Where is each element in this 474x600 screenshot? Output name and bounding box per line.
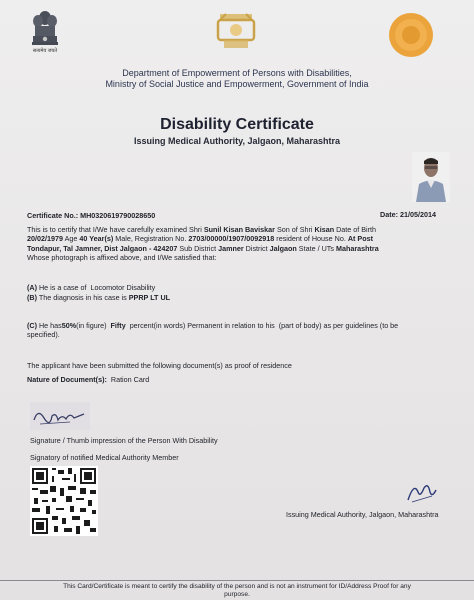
item-a-label: (A) [27,283,37,292]
date-of-birth: 20/02/1979 [27,234,63,244]
paragraph-line-2 [27,234,457,243]
text: percent(in words) Permanent in relation to his [129,321,275,330]
sub-district: Jamner [218,243,244,253]
date-label: Date: [380,210,398,219]
text: (in figure) [76,321,107,330]
paragraph-line-4: Whose photograph is affixed above, and I/We satisfied that: [27,253,217,263]
item-b [27,293,170,302]
text: Sub District [179,243,217,253]
disability-percent: 50% [61,321,77,330]
page-title: Disability Certificate [160,116,314,133]
text: Age [64,234,78,244]
address: Tondapur, Tal Jamner, Dist Jalgaon - 424207 [27,243,178,253]
age: 40 Year(s) [79,234,114,244]
father-name: Kisan [314,225,335,234]
footer-line-2: purpose. [224,591,250,598]
applicant-documents-note: The applicant have been submitted the following document(s) as proof of residence [27,361,292,370]
text: State / UTs [298,243,334,253]
item-a-text: He is a case of [38,283,87,292]
nature-of-documents [27,375,149,384]
district: Jalgaon [269,243,297,253]
paragraph-line-3 [27,244,457,253]
qr-code-icon [30,466,98,536]
issuing-authority-label: Issuing Medical Authority, Jalgaon, Maharashtra [286,510,439,519]
certification-paragraph [27,225,457,263]
text: This is to certify that I/We have carefully examined Shri [27,225,202,234]
item-c-line-1 [27,321,457,330]
diagnosis: PPRP LT UL [128,293,171,302]
emblem-caption: सत्यमेव जयते [32,48,58,54]
accessible-india-seal-icon [388,12,434,58]
text: District [245,243,268,253]
department-line-1: Department of Empowerment of Persons with Disabilities, [122,68,352,78]
nature-value: Ration Card [110,375,150,384]
footer-disclaimer [0,580,474,600]
authority-signature-image [404,478,438,506]
disability-type: Locomotor Disability [90,283,156,292]
text: Male, Registration No. [115,234,187,244]
date-value: 21/05/2014 [399,210,436,219]
nature-label: Nature of Document(s): [27,375,107,384]
text: (part of body) as per guidelines (to be [278,321,399,330]
paragraph-line-1 [27,225,457,234]
registration-number: 2703/00000/1907/0092918 [188,234,275,244]
text: resident of House No. [276,234,346,244]
text: Son of Shri [276,225,313,234]
text: Date of Birth [336,225,377,234]
issuing-authority-subtitle: Issuing Medical Authority, Jalgaon, Maharashtra [133,136,341,146]
item-a [27,283,155,292]
cert-no-value: MH0320619790028650 [80,211,156,220]
item-c-line-2: specified). [27,330,60,340]
percent-in-words: Fifty [110,321,126,330]
signatory-label: Signatory of notified Medical Authority Member [30,453,179,462]
item-b-text: The diagnosis in his case is [38,293,127,302]
house-number: At Post [347,234,373,244]
item-b-label: (B) [27,293,37,302]
cert-no-label: Certificate No.: [27,211,79,220]
state: Maharashtra [335,243,379,253]
item-c [27,321,457,340]
text: He has [38,321,62,330]
footer-line-1: This Card/Certificate is meant to certify the disability of the person and is not an instrument for ID/Address Proof for any [63,583,411,590]
person-signature-label: Signature / Thumb impression of the Person With Disability [30,436,218,445]
person-signature-image [30,402,90,430]
certificate-date [380,210,436,219]
item-c-label: (C) [27,321,37,330]
person-name: Sunil Kisan Baviskar [203,225,275,234]
department-logo-icon [214,10,258,52]
department-line-2: Ministry of Social Justice and Empowerment, Government of India [105,79,369,89]
applicant-photo [412,152,450,202]
certificate-number [27,211,155,220]
national-emblem-icon [28,8,62,60]
